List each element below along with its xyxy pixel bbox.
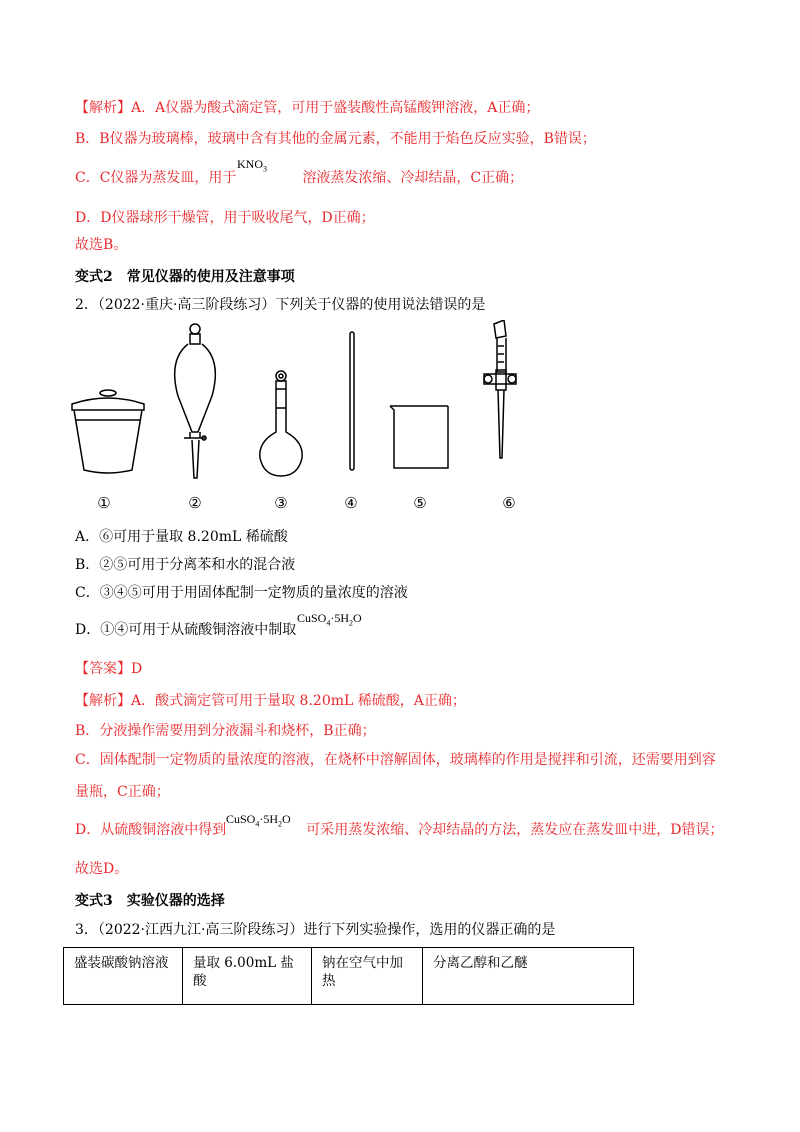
table-cell: 量取 6.00mL 盐酸 <box>183 948 312 1005</box>
table-cell: 盛装碳酸钠溶液 <box>64 948 183 1005</box>
analysis-line-b: B．B仪器为玻璃棒，玻璃中含有其他的金属元素，不能用于焰色反应实验，B错误； <box>75 131 596 147</box>
option-a: A．⑥可用于量取 8.20mL 稀硫酸 <box>75 529 288 545</box>
burette-icon <box>484 320 516 458</box>
crucible-icon <box>72 390 144 473</box>
analysis-conclusion: 故选B。 <box>75 237 128 253</box>
options-table <box>63 947 634 1005</box>
explanation-c2: 量瓶，C正确； <box>75 784 170 800</box>
apparatus-label-5: ⑤ <box>413 494 427 512</box>
analysis-line-d: D．D仪器球形干燥管，用于吸收尾气，D正确； <box>75 210 375 226</box>
answer: 【答案】D <box>75 661 143 677</box>
explanation-c1: C．固体配制一定物质的量浓度的溶液，在烧杯中溶解固体，玻璃棒的作用是搅拌和引流，还需要用到容 <box>75 752 716 768</box>
apparatus-figure <box>60 320 580 490</box>
analysis-line-a <box>75 99 539 117</box>
explanation-b: B．分液操作需要用到分液漏斗和烧杯，B正确； <box>75 723 376 739</box>
option-d: D．①④可用于从硫酸铜溶液中制取 <box>75 622 297 638</box>
analysis-text-c2: 溶液蒸发浓缩、冷却结晶，C正确； <box>302 170 524 186</box>
apparatus-label-6: ⑥ <box>502 494 516 512</box>
separatory-funnel-icon <box>175 324 216 478</box>
explanation-text-a: A．酸式滴定管可用于量取 8.20mL 稀硫酸，A正确； <box>131 693 466 709</box>
analysis-line-c <box>75 169 523 187</box>
option-c: C．③④⑤可用于用固体配制一定物质的量浓度的溶液 <box>75 585 408 601</box>
option-b: B．②⑤可用于分离苯和水的混合液 <box>75 557 296 573</box>
table-row <box>64 948 634 1005</box>
table-cell: 钠在空气中加热 <box>312 948 423 1005</box>
analysis-text-a: A．A仪器为酸式滴定管，可用于盛装酸性高锰酸钾溶液，A正确； <box>131 100 540 116</box>
cuso4-formula-explanation: $CuSO_4\cdot 5H_2O$ <box>226 812 291 829</box>
cuso4-formula-option: $CuSO_4\cdot 5H_2O$ <box>297 611 362 628</box>
variant2-heading: 变式2 常见仪器的使用及注意事项 <box>75 269 295 285</box>
glass-rod-icon <box>350 332 354 470</box>
kno3-formula: $KNO_3$ <box>237 157 267 174</box>
table-cell: 分离乙醇和乙醚 <box>423 948 634 1005</box>
apparatus-label-1: ① <box>97 494 111 512</box>
analysis-tag: 【解析】 <box>75 100 131 116</box>
analysis-text-c1: C．C仪器为蒸发皿，用于 <box>75 170 237 186</box>
explanation-d <box>75 821 723 839</box>
variant2-question: 2．（2022·重庆·高三阶段练习）下列关于仪器的使用说法错误的是 <box>75 297 486 313</box>
apparatus-label-4: ④ <box>344 494 358 512</box>
apparatus-label-2: ② <box>188 494 202 512</box>
explanation-tag: 【解析】 <box>75 693 131 709</box>
explanation-conclusion: 故选D。 <box>75 861 129 877</box>
explanation-text-d1: D．从硫酸铜溶液中得到 <box>75 822 227 838</box>
variant3-heading: 变式3 实验仪器的选择 <box>75 893 225 909</box>
variant3-question: 3．（2022·江西九江·高三阶段练习）进行下列实验操作，选用的仪器正确的是 <box>75 922 556 938</box>
explanation-a <box>75 692 466 710</box>
beaker-icon <box>390 406 448 468</box>
explanation-text-d2: 可采用蒸发浓缩、冷却结晶的方法，蒸发应在蒸发皿中进，D错误； <box>306 822 724 838</box>
volumetric-flask-icon <box>260 371 302 476</box>
apparatus-label-3: ③ <box>274 494 288 512</box>
